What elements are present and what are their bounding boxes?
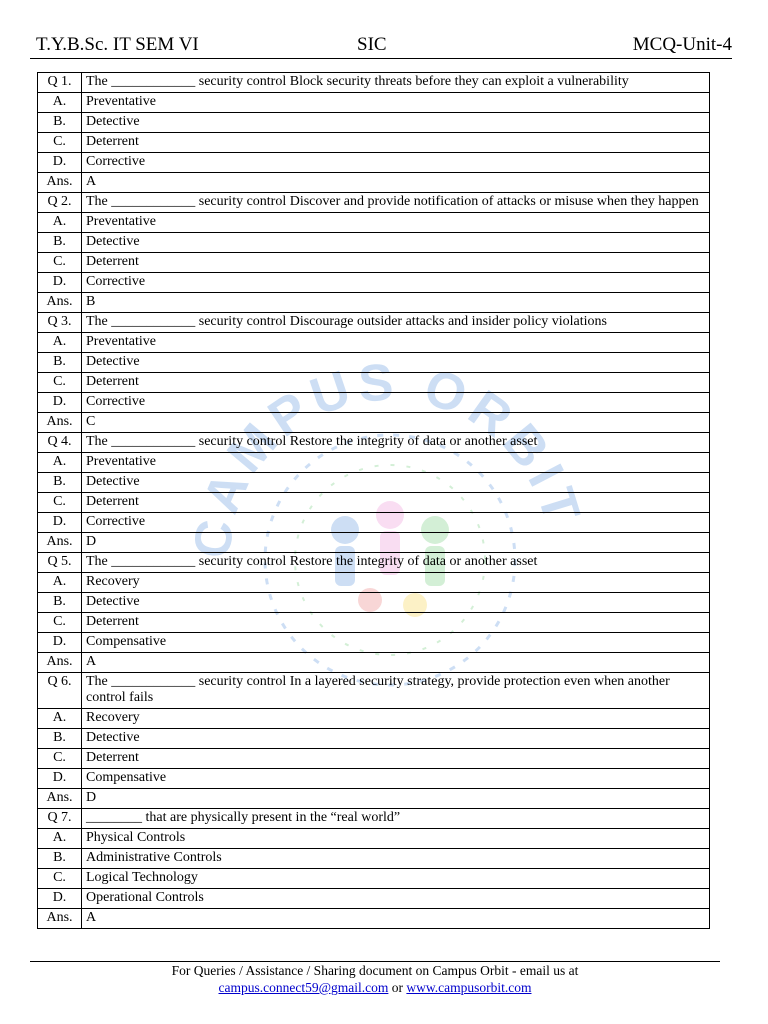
option-row: [38, 333, 710, 353]
option-row: [38, 353, 710, 373]
option-row-text: Administrative Controls: [82, 849, 710, 869]
option-row-label: A.: [38, 573, 82, 593]
option-row: [38, 849, 710, 869]
option-row: [38, 93, 710, 113]
question-row-text: The ____________ security control Restore the integrity of data or another asset: [82, 433, 710, 453]
option-row: [38, 393, 710, 413]
watermark-text: CAMPUS ORBIT: [182, 353, 593, 562]
option-row-text: Corrective: [82, 273, 710, 293]
option-row-label: B.: [38, 729, 82, 749]
option-row-label: C.: [38, 373, 82, 393]
answer-row-text: A: [82, 909, 710, 929]
option-row-label: C.: [38, 869, 82, 889]
option-row: [38, 213, 710, 233]
option-row-label: B.: [38, 353, 82, 373]
option-row-label: A.: [38, 333, 82, 353]
question-row-text: ________ that are physically present in the “real world”: [82, 809, 710, 829]
page-footer: [30, 962, 720, 996]
answer-row-text: A: [82, 173, 710, 193]
question-row: [38, 73, 710, 93]
option-row-label: B.: [38, 593, 82, 613]
option-row: [38, 113, 710, 133]
option-row-label: B.: [38, 473, 82, 493]
option-row-text: Preventative: [82, 93, 710, 113]
option-row-text: Detective: [82, 353, 710, 373]
option-row-text: Corrective: [82, 513, 710, 533]
page-header: [30, 34, 732, 58]
option-row-label: C.: [38, 253, 82, 273]
option-row-text: Detective: [82, 473, 710, 493]
answer-row-label: Ans.: [38, 909, 82, 929]
answer-row: [38, 789, 710, 809]
option-row-text: Detective: [82, 593, 710, 613]
footer-website-link[interactable]: www.campusorbit.com: [406, 980, 532, 995]
footer-text: For Queries / Assistance / Sharing document on Campus Orbit - email us at: [171, 963, 579, 978]
answer-row-label: Ans.: [38, 173, 82, 193]
option-row-text: Operational Controls: [82, 889, 710, 909]
question-row: [38, 433, 710, 453]
option-row: [38, 769, 710, 789]
question-row-label: Q 2.: [38, 193, 82, 213]
option-row-text: Corrective: [82, 393, 710, 413]
option-row-label: A.: [38, 213, 82, 233]
option-row-label: C.: [38, 133, 82, 153]
option-row-label: D.: [38, 153, 82, 173]
answer-row: [38, 293, 710, 313]
option-row-text: Deterrent: [82, 253, 710, 273]
answer-row-label: Ans.: [38, 413, 82, 433]
question-row-text: The ____________ security control Discover and provide notification of attacks or misuse when they happen: [82, 193, 710, 213]
header-unit: MCQ-Unit-4: [632, 34, 732, 55]
option-row-label: D.: [38, 273, 82, 293]
answer-row-text: B: [82, 293, 710, 313]
option-row-label: B.: [38, 233, 82, 253]
option-row-label: B.: [38, 849, 82, 869]
answer-row-label: Ans.: [38, 789, 82, 809]
answer-row: [38, 533, 710, 553]
option-row-label: A.: [38, 93, 82, 113]
answer-row-label: Ans.: [38, 293, 82, 313]
option-row-text: Deterrent: [82, 373, 710, 393]
option-row-label: D.: [38, 513, 82, 533]
option-row-text: Compensative: [82, 769, 710, 789]
option-row-text: Detective: [82, 113, 710, 133]
option-row: [38, 493, 710, 513]
answer-row-label: Ans.: [38, 533, 82, 553]
header-course: T.Y.B.Sc. IT SEM VI: [36, 34, 199, 55]
question-row-text: The ____________ security control In a layered security strategy, provide protection even when another control fails: [82, 673, 710, 709]
option-row-label: A.: [38, 453, 82, 473]
option-row: [38, 133, 710, 153]
question-row-label: Q 3.: [38, 313, 82, 333]
question-row-text: The ____________ security control Restore the integrity of data or another asset: [82, 553, 710, 573]
option-row: [38, 453, 710, 473]
footer-joiner: or: [388, 980, 407, 995]
question-row: [38, 553, 710, 573]
option-row: [38, 709, 710, 729]
option-row-label: D.: [38, 393, 82, 413]
header-rule: [30, 58, 732, 59]
option-row: [38, 253, 710, 273]
option-row: [38, 869, 710, 889]
answer-row-text: A: [82, 653, 710, 673]
option-row-text: Deterrent: [82, 493, 710, 513]
option-row-text: Preventative: [82, 213, 710, 233]
question-row-label: Q 5.: [38, 553, 82, 573]
option-row-label: D.: [38, 633, 82, 653]
answer-row-text: D: [82, 533, 710, 553]
option-row: [38, 829, 710, 849]
option-row: [38, 473, 710, 493]
question-row-text: The ____________ security control Block security threats before they can exploit a vulnerability: [82, 73, 710, 93]
option-row: [38, 593, 710, 613]
option-row: [38, 613, 710, 633]
header-subject: SIC: [357, 34, 387, 55]
option-row-text: Deterrent: [82, 133, 710, 153]
option-row-text: Detective: [82, 729, 710, 749]
option-row-text: Detective: [82, 233, 710, 253]
question-row: [38, 313, 710, 333]
option-row: [38, 153, 710, 173]
option-row: [38, 889, 710, 909]
option-row-text: Physical Controls: [82, 829, 710, 849]
option-row-label: C.: [38, 613, 82, 633]
option-row: [38, 273, 710, 293]
option-row-label: D.: [38, 889, 82, 909]
option-row-label: A.: [38, 829, 82, 849]
option-row-text: Corrective: [82, 153, 710, 173]
option-row: [38, 233, 710, 253]
answer-row-label: Ans.: [38, 653, 82, 673]
option-row-text: Logical Technology: [82, 869, 710, 889]
answer-row-text: D: [82, 789, 710, 809]
question-row: [38, 193, 710, 213]
option-row-text: Recovery: [82, 709, 710, 729]
option-row-text: Recovery: [82, 573, 710, 593]
footer-links: [30, 979, 720, 996]
option-row-text: Deterrent: [82, 749, 710, 769]
option-row-label: B.: [38, 113, 82, 133]
option-row: [38, 573, 710, 593]
option-row-text: Preventative: [82, 453, 710, 473]
answer-row-text: C: [82, 413, 710, 433]
answer-row: [38, 909, 710, 929]
footer-email-link[interactable]: campus.connect59@gmail.com: [218, 980, 389, 995]
question-row-label: Q 7.: [38, 809, 82, 829]
option-row: [38, 513, 710, 533]
answer-row: [38, 173, 710, 193]
option-row: [38, 373, 710, 393]
option-row-label: C.: [38, 493, 82, 513]
question-row-text: The ____________ security control Discourage outsider attacks and insider policy violations: [82, 313, 710, 333]
question-row-label: Q 4.: [38, 433, 82, 453]
answer-row: [38, 413, 710, 433]
option-row-label: D.: [38, 769, 82, 789]
question-row-label: Q 1.: [38, 73, 82, 93]
question-row: [38, 809, 710, 829]
option-row-label: C.: [38, 749, 82, 769]
option-row-text: Preventative: [82, 333, 710, 353]
mcq-table: [37, 72, 710, 929]
question-row-label: Q 6.: [38, 673, 82, 709]
option-row-text: Compensative: [82, 633, 710, 653]
answer-row: [38, 653, 710, 673]
question-row: [38, 673, 710, 709]
option-row-text: Deterrent: [82, 613, 710, 633]
option-row: [38, 729, 710, 749]
option-row: [38, 633, 710, 653]
option-row-label: A.: [38, 709, 82, 729]
option-row: [38, 749, 710, 769]
